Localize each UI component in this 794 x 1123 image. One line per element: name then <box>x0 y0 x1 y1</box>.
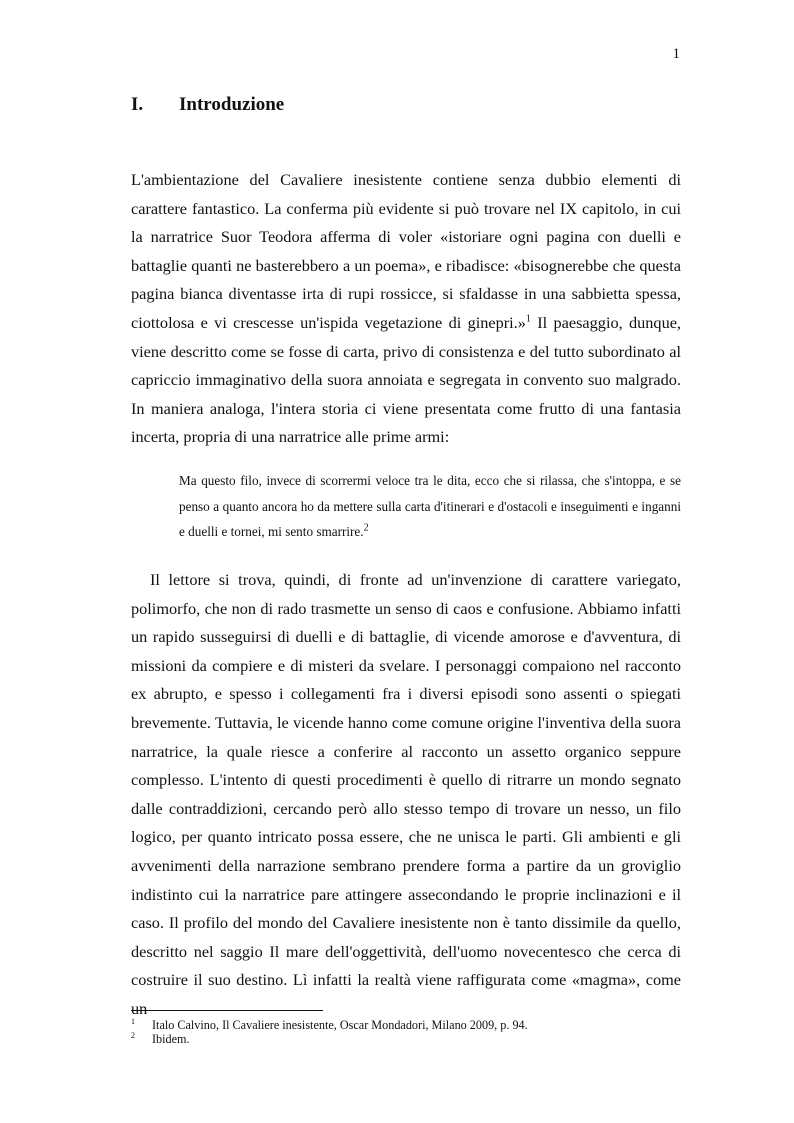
footnote-mark-2: 2 <box>131 1031 135 1040</box>
block-quote <box>179 468 681 545</box>
section-heading <box>131 94 284 116</box>
footnote-separator <box>131 1010 323 1011</box>
footnote-text-1: Italo Calvino, Il Cavaliere inesistente, Oscar Mondadori, Milano 2009, p. 94. <box>152 1018 528 1032</box>
block-quote-text: Ma questo filo, invece di scorrermi veloce tra le dita, ecco che si rilassa, che s'intoppa, e se penso a quanto ancora ho da mettere sulla carta d'itinerari e d'ostacoli e inseguimenti e inganni e duelli e tornei, mi sento smarrire. <box>179 473 681 539</box>
footnote-2 <box>131 1032 528 1046</box>
paragraph-intro-text-b: Il paesaggio, dunque, viene descritto come se fosse di carta, privo di consistenza e del tutto subordinato al capriccio immaginativo della suora annoiata e segregata in convento suo malgrado. In maniera analoga, l'intera storia ci viene presentata come frutto di una fantasia incerta, propria di una narratrice alle prime armi: <box>131 312 682 447</box>
section-title: Introduzione <box>179 94 285 115</box>
footnotes <box>131 1018 528 1046</box>
footnote-1 <box>131 1018 528 1032</box>
paragraph-intro <box>131 166 681 452</box>
section-number: I. <box>131 94 144 115</box>
paragraph-intro-text-a: L'ambientazione del Cavaliere inesistente contiene senza dubbio elementi di carattere fantastico. La conferma più evidente si può trovare nel IX capitolo, in cui la narratrice Suor Teodora afferma di voler «istoriare ogni pagina con duelli e battaglie quanti ne basterebbero a un poema», e ribadisce: «bisognerebbe che questa pagina bianca diventasse irta di rupi rossicce, si sfaldasse in una sabbietta spessa, ciottolosa e vi crescesse un'ispida vegetazione di ginepri.» <box>131 170 681 332</box>
paragraph-body: Il lettore si trova, quindi, di fronte ad un'invenzione di carattere variegato, polimorfo, che non di rado trasmette un senso di caos e confusione. Abbiamo infatti un rapido susseguirsi di duelli e di battaglie, di vicende amorose e d'avventura, di missioni da compiere e di misteri da svelare. I personaggi compaiono nel racconto ex abrupto, e spesso i collegamenti fra i diversi episodi sono assenti o spiegati brevemente. Tuttavia, le vicende hanno come comune origine l'inventiva della suora narratrice, la quale riesce a conferire al racconto un assetto organico seppure complesso. L'intento di questi procedimenti è quello di ritrarre un mondo segnato dalle contraddizioni, cercando però allo stesso tempo di trovare un nesso, un filo logico, per quanto intricato possa essere, che ne unisca le parti. Gli ambienti e gli avvenimenti della narrazione sembrano prendere forma a partire da un groviglio indistinto cui la narratrice pare attingere assecondando le proprie inclinazioni e il caso. Il profilo del mondo del Cavaliere inesistente non è tanto dissimile da quello, descritto nel saggio Il mare dell'oggettività, dell'uomo novecentesco che cerca di costruire il suo destino. Lì infatti la realtà viene raffigurata come «magma», come un <box>131 570 681 1018</box>
footnote-ref-1: 1 <box>525 313 531 325</box>
footnote-mark-1: 1 <box>131 1017 135 1026</box>
footnote-text-2: Ibidem. <box>152 1032 190 1046</box>
footnote-ref-2: 2 <box>363 522 369 534</box>
page-number: 1 <box>672 46 680 62</box>
